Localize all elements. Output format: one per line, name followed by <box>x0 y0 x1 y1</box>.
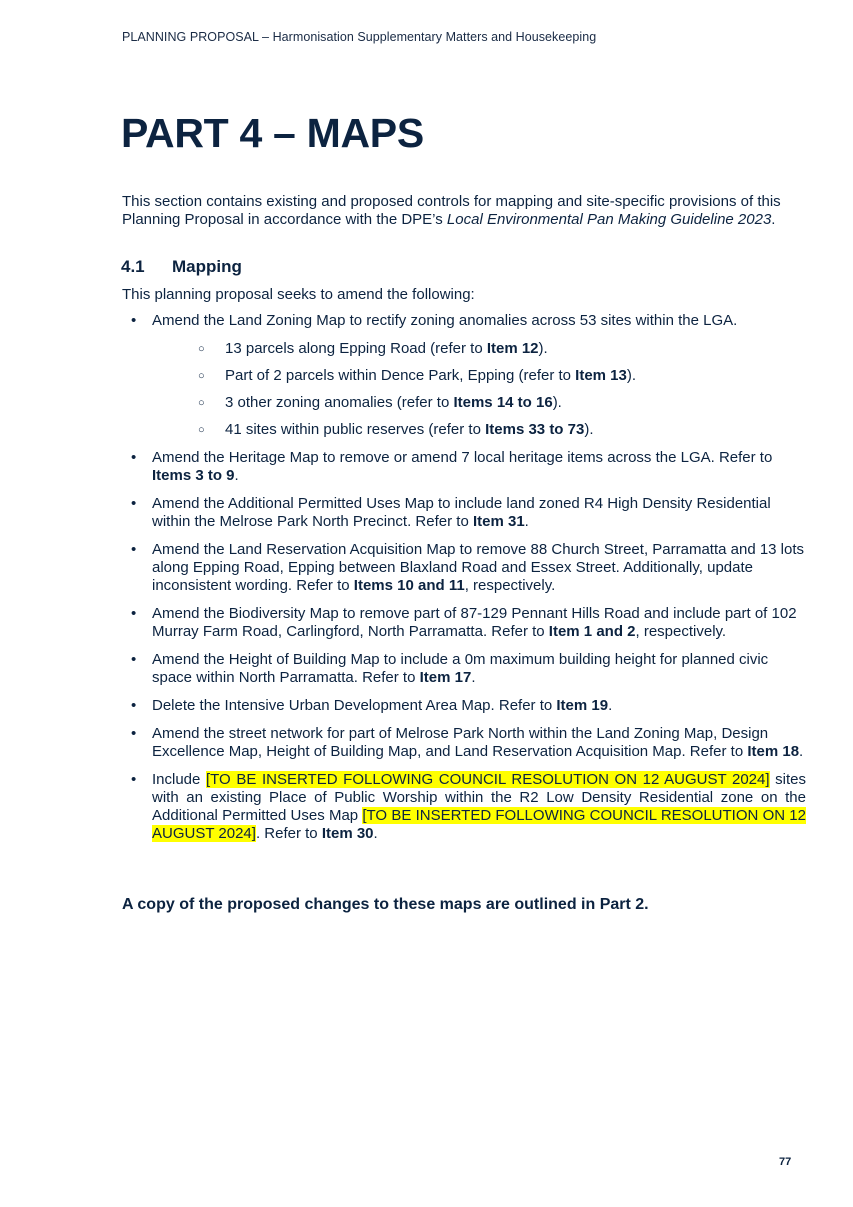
sub-item <box>152 421 806 439</box>
item-reference: Items 14 to 16 <box>453 394 553 411</box>
item-reference: Item 12 <box>486 340 539 357</box>
item-reference: Items 3 to 9 <box>152 467 235 484</box>
item-end: . <box>608 697 613 714</box>
highlighted-placeholder: [TO BE INSERTED FOLLOWING COUNCIL RESOLUTION ON 12 AUGUST 2024] <box>152 807 806 842</box>
intro-paragraph <box>122 193 806 229</box>
closing-statement: A copy of the proposed changes to these maps are outlined in Part 2. <box>122 896 649 913</box>
list-item-height-of-building <box>122 651 806 687</box>
section-title: Mapping <box>172 257 242 276</box>
item-reference: Item 1 and 2 <box>548 623 636 640</box>
item-reference: Items 33 to 73 <box>485 421 585 438</box>
item-reference: Item 30 <box>321 825 374 842</box>
item-text: Include <box>152 771 206 788</box>
sub-item-end: ). <box>626 367 637 384</box>
list-item-land-reservation <box>122 541 806 595</box>
item-text: Amend the Land Reservation Acquisition Map to remove 88 Church Street, Parramatta and 13 lots along Epping Road, Epping between Blaxland Road and Essex Street. Additionally, update inconsistent wording. Refer to <box>152 541 805 594</box>
item-reference: Items 10 and 11 <box>353 577 465 594</box>
item-text: Amend the Land Zoning Map to rectify zoning anomalies across 53 sites within the LGA. <box>152 312 738 329</box>
item-text-refer: . Refer to <box>255 825 322 842</box>
item-end: . <box>373 825 378 842</box>
list-item-place-of-worship <box>122 771 806 843</box>
item-end: . <box>524 513 529 530</box>
zoning-sublist <box>152 340 806 439</box>
item-text: Amend the Additional Permitted Uses Map to include land zoned R4 High Density Residential within the Melrose Park North Precinct. Refer to <box>152 495 771 530</box>
list-item-street-network <box>122 725 806 761</box>
item-reference: Item 19 <box>556 697 609 714</box>
item-reference: Item 17 <box>419 669 472 686</box>
item-text: Amend the Heritage Map to remove or amend 7 local heritage items across the LGA. Refer to <box>152 449 773 466</box>
sub-item-text: 3 other zoning anomalies (refer to <box>225 394 454 411</box>
item-reference: Item 18 <box>747 743 800 760</box>
item-reference: Item 31 <box>472 513 525 530</box>
sub-item <box>152 394 806 412</box>
sub-item-text: Part of 2 parcels within Dence Park, Epping (refer to <box>225 367 576 384</box>
item-text: Delete the Intensive Urban Development Area Map. Refer to <box>152 697 557 714</box>
sub-item <box>152 340 806 358</box>
item-end: . <box>799 743 804 760</box>
item-text-middle: sites with an existing Place of Public Worship within the R2 Low Density Residential zone on the Additional Permitted Uses Map <box>152 771 806 824</box>
item-end: . <box>471 669 476 686</box>
sub-item-text: 13 parcels along Epping Road (refer to <box>225 340 487 357</box>
item-end: . <box>234 467 239 484</box>
intro-end: . <box>771 211 776 228</box>
running-header: PLANNING PROPOSAL – Harmonisation Supplementary Matters and Housekeeping <box>122 30 597 44</box>
list-item-biodiversity <box>122 605 806 641</box>
item-text: Amend the Biodiversity Map to remove part of 87-129 Pennant Hills Road and include part of 102 Murray Farm Road, Carlingford, North Parramatta. Refer to <box>152 605 797 640</box>
sub-item-end: ). <box>538 340 548 357</box>
list-item-heritage <box>122 449 806 485</box>
item-text: Amend the Height of Building Map to include a 0m maximum building height for planned civic space within North Parramatta. Refer to <box>152 651 769 686</box>
sub-item-end: ). <box>584 421 594 438</box>
guideline-title: Local Environmental Pan Making Guideline 2023 <box>446 211 772 228</box>
section-heading <box>121 257 242 277</box>
page-number: 77 <box>779 1156 792 1168</box>
list-item-additional-permitted-uses <box>122 495 806 531</box>
section-number: 4.1 <box>121 257 145 276</box>
section-lead: This planning proposal seeks to amend the following: <box>122 286 475 303</box>
item-reference: Item 13 <box>575 367 627 384</box>
list-item-land-zoning <box>122 312 806 439</box>
sub-item-text: 41 sites within public reserves (refer to <box>225 421 486 438</box>
item-text: Amend the street network for part of Melrose Park North within the Land Zoning Map, Design Excellence Map, Height of Building Map, and Land Reservation Acquisition Map. Refer to <box>152 725 769 760</box>
list-item-intensive-urban-development <box>122 697 806 715</box>
page-title: PART 4 – MAPS <box>121 110 424 156</box>
item-end: , respectively. <box>464 577 556 594</box>
intro-text: This section contains existing and proposed controls for mapping and site-specific provisions of this Planning Proposal in accordance with the DPE’s <box>122 193 781 228</box>
item-end: , respectively. <box>635 623 727 640</box>
highlighted-placeholder: [TO BE INSERTED FOLLOWING COUNCIL RESOLUTION ON 12 AUGUST 2024] <box>206 771 770 788</box>
sub-item-end: ). <box>552 394 562 411</box>
sub-item <box>152 367 806 385</box>
amendment-list <box>122 312 806 853</box>
